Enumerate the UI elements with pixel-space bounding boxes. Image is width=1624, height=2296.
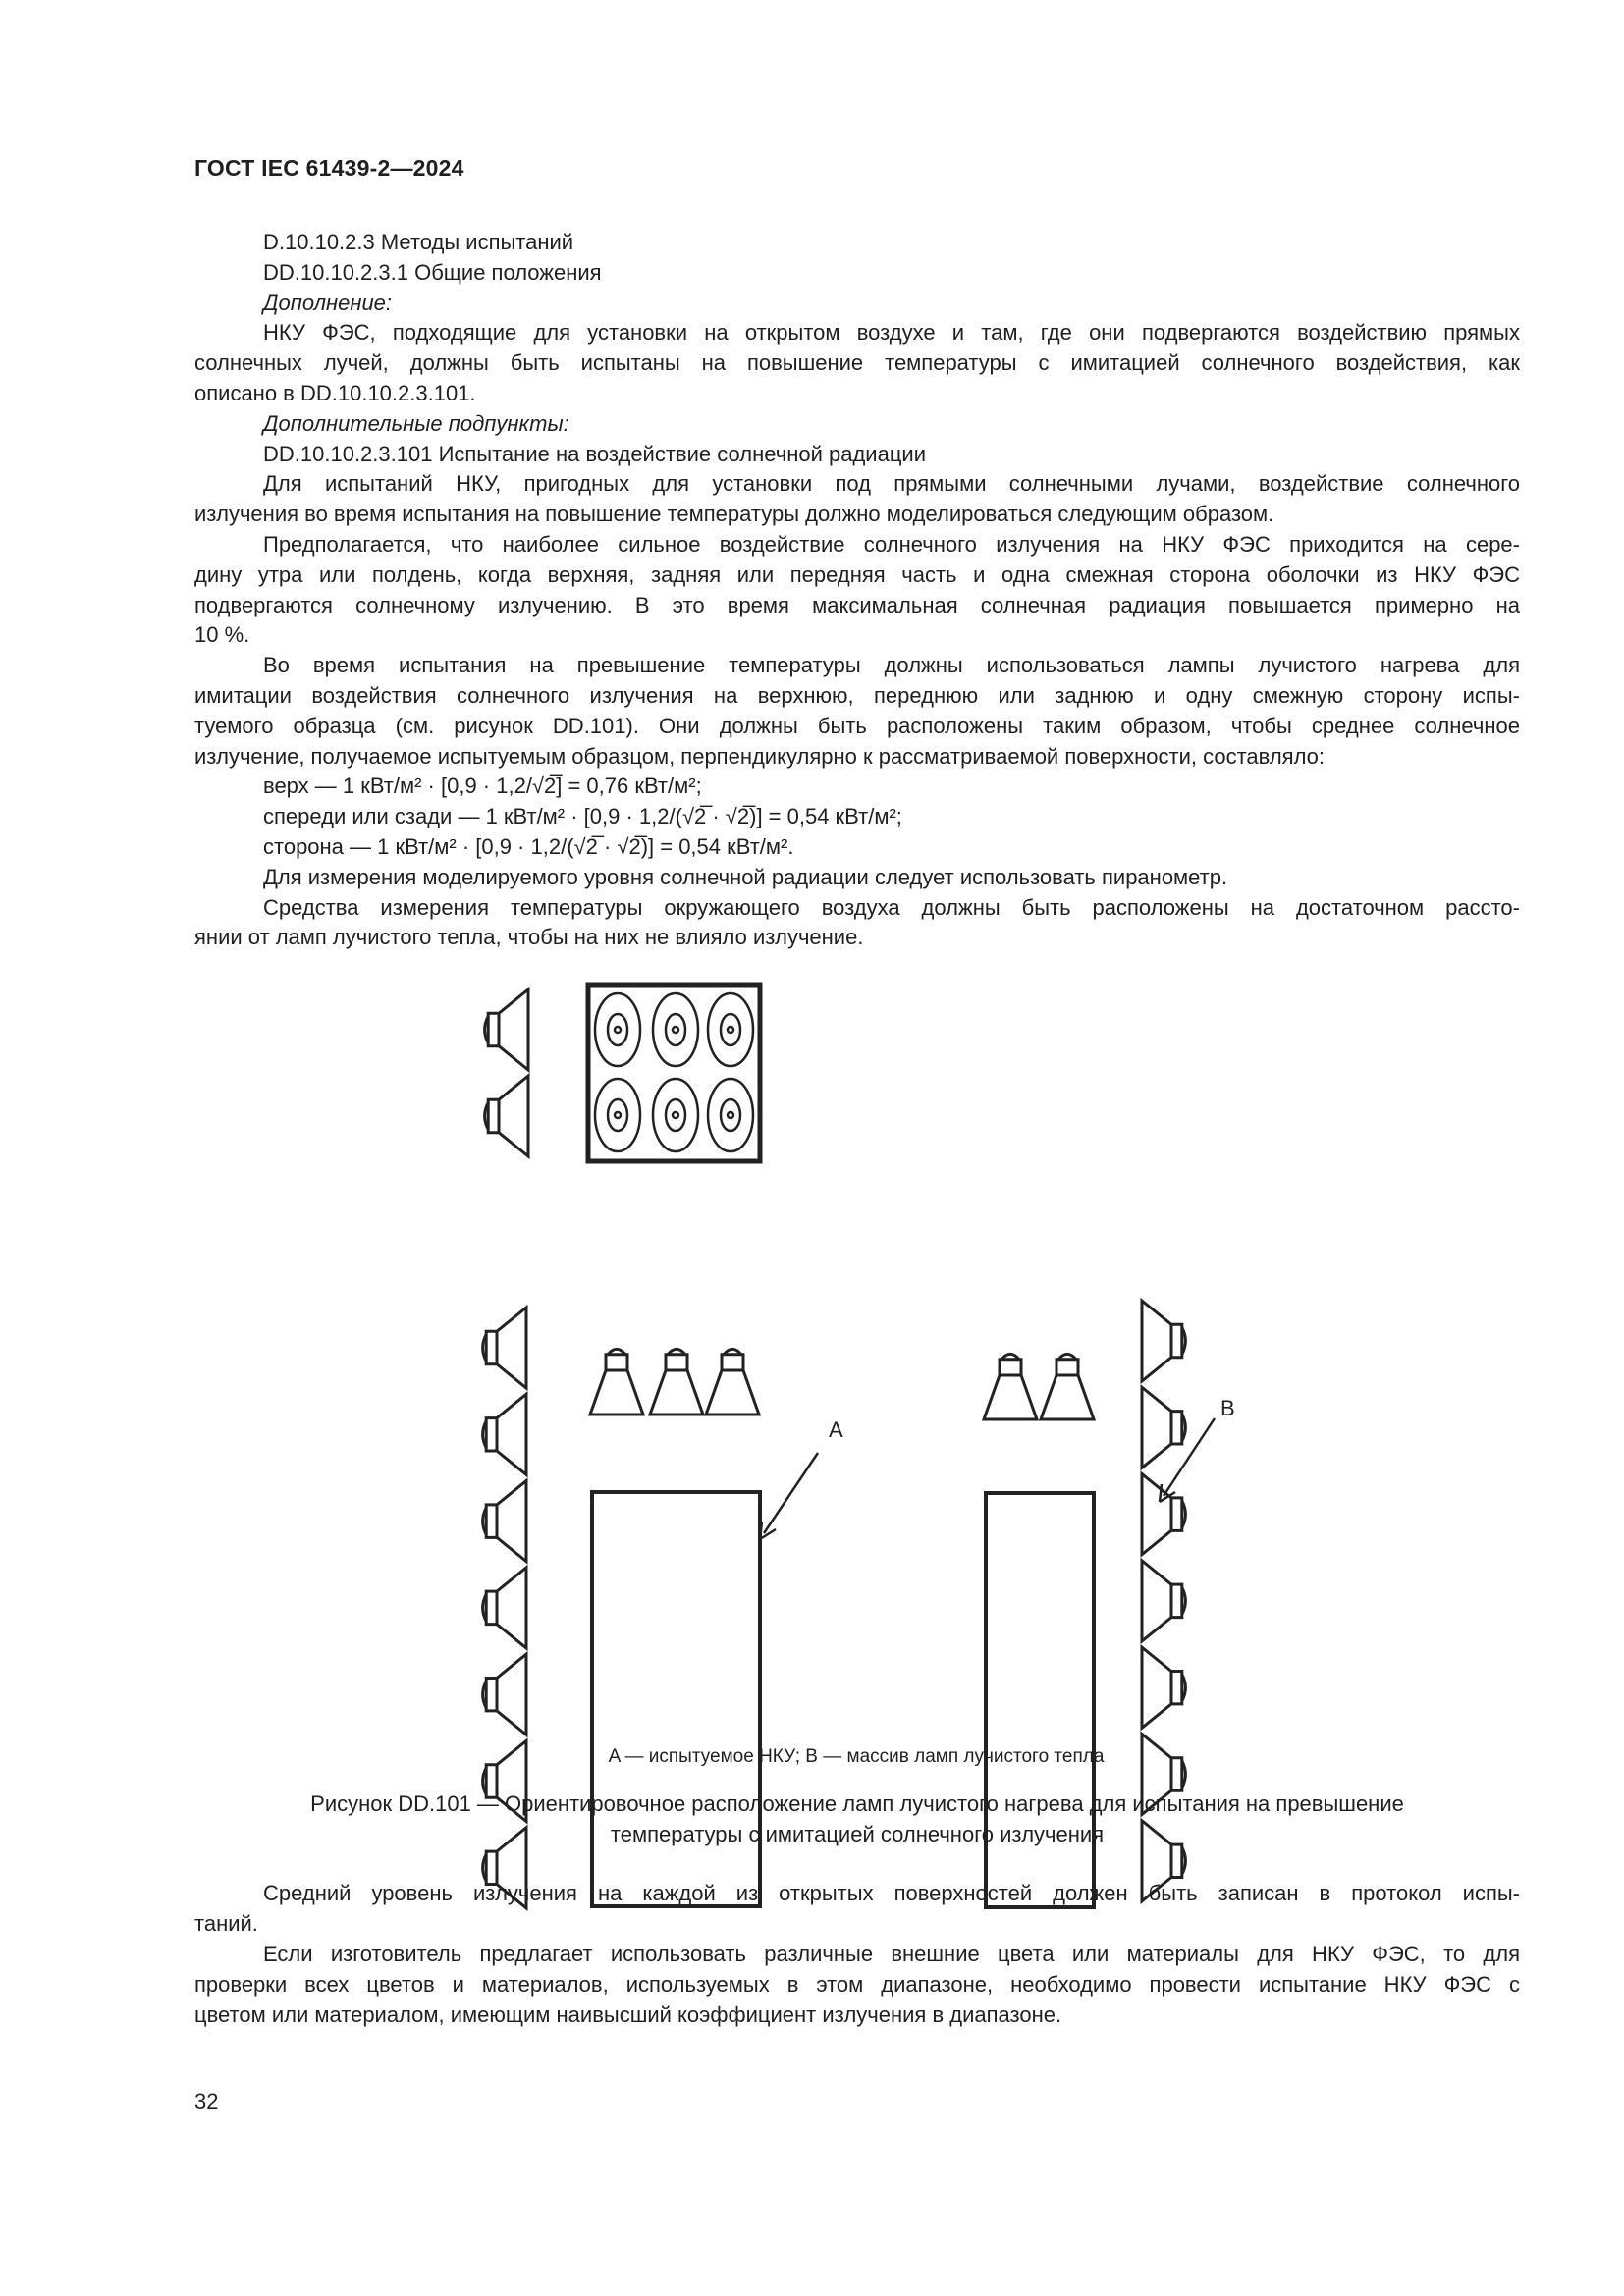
paragraph-line: DD.10.10.2.3.101 Испытание на воздействие солнечной радиации (263, 441, 926, 466)
paragraph-line: янии от ламп лучистого тепла, чтобы на них не влияло излучение. (194, 925, 864, 950)
lamp-icon (483, 1308, 526, 1388)
paragraph-line: Средний уровень излучения на каждой из открытых поверхностей должен быть записан в протокол испы- (263, 1881, 1520, 1905)
lamp-top-view-icon (653, 993, 698, 1066)
lamp-top-view-icon (653, 1079, 698, 1151)
paragraph-line: цветом или материалом, имеющим наивысший коэффициент излучения в диапазоне. (194, 2002, 1062, 2027)
paragraph-line: солнечных лучей, должны быть испытаны на повышение температуры с имитацией солнечного воздействия, как (194, 350, 1520, 376)
paragraph-line: D.10.10.2.3 Методы испытаний (263, 230, 574, 254)
top-view-lamp-grid (595, 993, 753, 1151)
lamp-icon (483, 1654, 526, 1735)
paragraph-line: Во время испытания на превышение температуры должны использоваться лампы лучистого нагрева для (263, 653, 1520, 678)
paragraph-line: Для измерения моделируемого уровня солнечной радиации следует использовать пиранометр. (263, 864, 1228, 889)
page-number: 32 (194, 2089, 219, 2113)
paragraph-line: подвергаются солнечному излучению. В это время максимальная солнечная радиация повышается примерно на (194, 592, 1520, 617)
figure-caption-line: температуры с имитацией солнечного излучения (610, 1822, 1105, 1846)
paragraph-line: излучение, получаемое испытуемым образцом, перпендикулярно к рассматриваемой поверхности, составляло: (194, 743, 1326, 769)
lamp-icon (1142, 1387, 1185, 1468)
paragraph-line: проверки всех цветов и материалов, используемых в этом диапазоне, необходимо провести испытание НКУ ФЭС с (194, 1972, 1520, 1997)
after-figure-text (194, 1878, 1520, 2030)
paragraph-line: Если изготовитель предлагает использовать различные внешние цвета или материалы для НКУ ФЭС, то для (263, 1942, 1520, 1966)
arrowhead-icon (760, 1522, 776, 1539)
paragraph-line: сторона — 1 кВт/м² · [0,9 · 1,2/(√2̅ · √2̅)] = 0,54 кВт/м². (263, 833, 794, 859)
lamp-top-view-icon (708, 993, 753, 1066)
paragraph-line: Предполагается, что наиболее сильное воздействие солнечного излучения на НКУ ФЭС приходится на сере- (263, 531, 1520, 557)
label-b: B (1220, 1396, 1235, 1420)
lamp-icon (590, 1349, 643, 1415)
document-header: ГОСТ IEC 61439-2—2024 (194, 155, 464, 181)
lamp-top-view-icon (708, 1079, 753, 1151)
paragraph-line: 10 %. (194, 622, 250, 648)
lamp-icon (1142, 1301, 1185, 1381)
label-a: A (829, 1417, 843, 1442)
paragraph-line: Дополнительные подпункты: (263, 410, 569, 436)
figure-caption (194, 1789, 1520, 1849)
figure-caption-line: Рисунок DD.101 — Ориентировочное расположение ламп лучистого нагрева для испытания на превышение (310, 1791, 1404, 1816)
paragraph-line: Средства измерения температуры окружающего воздуха должны быть расположены на достаточном рассто- (263, 894, 1520, 920)
lamp-icon (650, 1349, 703, 1415)
paragraph-line: Для испытаний НКУ, пригодных для установки под прямыми солнечными лучами, воздействие солнечного (263, 471, 1520, 497)
paragraph-line: DD.10.10.2.3.1 Общие положения (263, 259, 602, 285)
lamp-icon (1142, 1474, 1185, 1555)
lamp-icon (485, 1076, 528, 1156)
paragraph-line: туемого образца (см. рисунок DD.101). Они должны быть расположены таким образом, чтобы среднее солнечное (194, 713, 1520, 738)
paragraph-line: спереди или сзади — 1 кВт/м² · [0,9 · 1,2/(√2̅ · √2̅)] = 0,54 кВт/м²; (263, 804, 902, 829)
lamp-icon (483, 1481, 526, 1562)
top-view-enclosure (588, 985, 760, 1161)
paragraph-line: дину утра или полдень, когда верхняя, задняя или передняя часть и одна смежная сторона оболочки из НКУ ФЭС (194, 561, 1520, 587)
paragraph-line: имитации воздействия солнечного излучения на верхнюю, переднюю или заднюю и одну смежную сторону испы- (194, 682, 1520, 708)
lamp-icon (984, 1354, 1037, 1419)
lamp-icon (483, 1568, 526, 1648)
lamp-icon (1142, 1561, 1185, 1641)
lamp-top-view-icon (595, 993, 640, 1066)
paragraph-line: Дополнение: (263, 290, 393, 315)
paragraph-line: верх — 1 кВт/м² · [0,9 · 1,2/√2̅] = 0,76 кВт/м²; (263, 774, 702, 799)
figure-legend: A — испытуемое НКУ; B — массив ламп лучистого тепла (608, 1746, 1105, 1767)
paragraph-line: описано в DD.10.10.2.3.101. (194, 380, 476, 405)
lamp-top-view-icon (595, 1079, 640, 1151)
lamp-icon (485, 989, 528, 1070)
paragraph-line: излучения во время испытания на повышение температуры должно моделироваться следующим образом. (194, 502, 1274, 527)
label-a-leader (764, 1453, 818, 1533)
lamp-icon (483, 1394, 526, 1474)
lamp-icon (706, 1349, 759, 1415)
paragraph-line: НКУ ФЭС, подходящие для установки на открытом воздухе и там, где они подвергаются воздействию прямых (263, 320, 1520, 346)
lamp-icon (1041, 1354, 1094, 1419)
paragraph-line: таний. (194, 1911, 258, 1936)
lamp-icon (1142, 1647, 1185, 1728)
